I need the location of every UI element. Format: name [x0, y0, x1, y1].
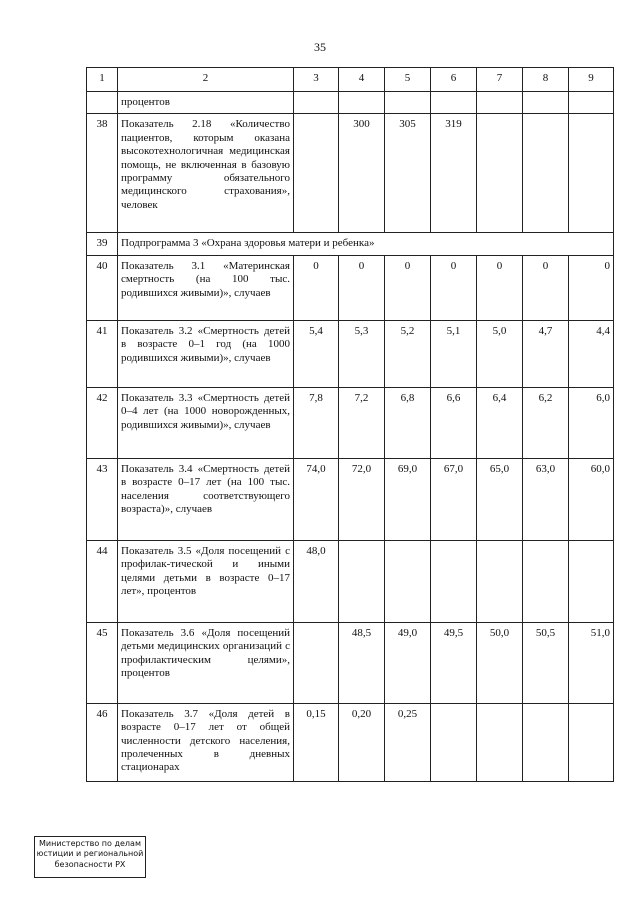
value-cell: 0: [294, 255, 339, 320]
stamp-line: Министерство по делам: [39, 839, 141, 848]
value-cell: [294, 622, 339, 703]
indicator-description: Показатель 3.6 «Доля посещений детьми медицинских организаций с профилактическим целями», процентов: [118, 622, 294, 703]
value-cell: 4,4: [569, 320, 614, 387]
value-cell: 5,2: [385, 320, 431, 387]
row-number: 44: [87, 540, 118, 622]
table-row: [87, 703, 614, 781]
table-row: [87, 320, 614, 387]
value-cell: 5,4: [294, 320, 339, 387]
value-cell: [477, 114, 523, 233]
value-cell: 5,0: [477, 320, 523, 387]
value-cell: [477, 703, 523, 781]
value-cell: [523, 540, 569, 622]
value-cell: 6,0: [569, 387, 614, 458]
value-cell: [431, 540, 477, 622]
value-cell: 5,3: [339, 320, 385, 387]
header-cell: 4: [339, 68, 385, 92]
value-cell: 4,7: [523, 320, 569, 387]
value-cell: 48,5: [339, 622, 385, 703]
value-cell: 50,5: [523, 622, 569, 703]
header-cell: 2: [118, 68, 294, 92]
header-cell: 8: [523, 68, 569, 92]
indicator-description: Показатель 3.1 «Материнская смертность (на 100 тыс. родившихся живыми)», случаев: [118, 255, 294, 320]
indicator-description: Показатель 3.4 «Смертность детей в возрасте 0–17 лет (на 100 тыс. населения соответствующего возраста)», случаев: [118, 458, 294, 540]
value-cell: [523, 114, 569, 233]
indicators-table: [86, 67, 614, 782]
table-row: [87, 387, 614, 458]
table-row: [87, 92, 614, 114]
table-row: [87, 114, 614, 233]
table-row: [87, 458, 614, 540]
value-cell: 0,20: [339, 703, 385, 781]
value-cell: 48,0: [294, 540, 339, 622]
value-cell: 0,25: [385, 703, 431, 781]
row-number: 38: [87, 114, 118, 233]
value-cell: 6,2: [523, 387, 569, 458]
header-cell: 3: [294, 68, 339, 92]
value-cell: [431, 92, 477, 114]
indicator-description: Показатель 3.5 «Доля посещений с профилак-тической и иными целями детьми в возрасте 0–17 лет», процентов: [118, 540, 294, 622]
value-cell: [339, 540, 385, 622]
value-cell: 65,0: [477, 458, 523, 540]
row-number: [87, 92, 118, 114]
value-cell: [294, 92, 339, 114]
value-cell: 0: [477, 255, 523, 320]
indicator-description: Показатель 3.7 «Доля детей в возрасте 0–17 лет от общей численности детского населения, пролеченных в дневных стационарах: [118, 703, 294, 781]
table-body: [87, 68, 614, 782]
value-cell: [431, 703, 477, 781]
header-cell: 5: [385, 68, 431, 92]
stamp-line: юстиции и региональной: [36, 849, 144, 859]
table-row: [87, 233, 614, 255]
value-cell: [339, 92, 385, 114]
row-number: 46: [87, 703, 118, 781]
page-number: 35: [314, 40, 326, 54]
row-number: 45: [87, 622, 118, 703]
value-cell: 60,0: [569, 458, 614, 540]
value-cell: [294, 114, 339, 233]
value-cell: 72,0: [339, 458, 385, 540]
row-number: 39: [87, 233, 118, 255]
value-cell: 6,4: [477, 387, 523, 458]
value-cell: 6,8: [385, 387, 431, 458]
value-cell: 69,0: [385, 458, 431, 540]
value-cell: [385, 92, 431, 114]
indicator-description: Показатель 3.2 «Смертность детей в возрасте 0–1 год (на 1000 родившихся живыми)», случаев: [118, 320, 294, 387]
value-cell: 319: [431, 114, 477, 233]
value-cell: 63,0: [523, 458, 569, 540]
header-row: [87, 68, 614, 92]
row-number: 41: [87, 320, 118, 387]
value-cell: [523, 703, 569, 781]
value-cell: 67,0: [431, 458, 477, 540]
row-number: 42: [87, 387, 118, 458]
stamp-line: безопасности РХ: [54, 859, 126, 869]
value-cell: 0: [339, 255, 385, 320]
ministry-stamp: [34, 836, 146, 878]
value-cell: [569, 92, 614, 114]
table-row: [87, 255, 614, 320]
value-cell: 50,0: [477, 622, 523, 703]
value-cell: 0: [569, 255, 614, 320]
indicator-description: процентов: [118, 92, 294, 114]
value-cell: 7,2: [339, 387, 385, 458]
value-cell: 0: [385, 255, 431, 320]
value-cell: [477, 92, 523, 114]
table-row: [87, 622, 614, 703]
header-cell: 1: [87, 68, 118, 92]
value-cell: [569, 114, 614, 233]
indicator-description: Показатель 3.3 «Смертность детей 0–4 лет (на 1000 новорожденных, родившихся живыми)», случаев: [118, 387, 294, 458]
value-cell: 6,6: [431, 387, 477, 458]
value-cell: 49,0: [385, 622, 431, 703]
value-cell: 305: [385, 114, 431, 233]
value-cell: 0: [431, 255, 477, 320]
value-cell: 49,5: [431, 622, 477, 703]
value-cell: 51,0: [569, 622, 614, 703]
header-cell: 9: [569, 68, 614, 92]
value-cell: [569, 540, 614, 622]
value-cell: 0: [523, 255, 569, 320]
value-cell: [523, 92, 569, 114]
value-cell: [569, 703, 614, 781]
value-cell: 5,1: [431, 320, 477, 387]
value-cell: 0,15: [294, 703, 339, 781]
header-cell: 7: [477, 68, 523, 92]
value-cell: 300: [339, 114, 385, 233]
value-cell: [477, 540, 523, 622]
indicator-description: Показатель 2.18 «Количество пациентов, которым оказана высокотехнологичная медицинская помощь, не включенная в базовую программу обязательного медицинского страхования», человек: [118, 114, 294, 233]
value-cell: 7,8: [294, 387, 339, 458]
subprogram-title: Подпрограмма 3 «Охрана здоровья матери и ребенка»: [118, 233, 614, 255]
table-row: [87, 540, 614, 622]
row-number: 40: [87, 255, 118, 320]
value-cell: 74,0: [294, 458, 339, 540]
row-number: 43: [87, 458, 118, 540]
header-cell: 6: [431, 68, 477, 92]
value-cell: [385, 540, 431, 622]
